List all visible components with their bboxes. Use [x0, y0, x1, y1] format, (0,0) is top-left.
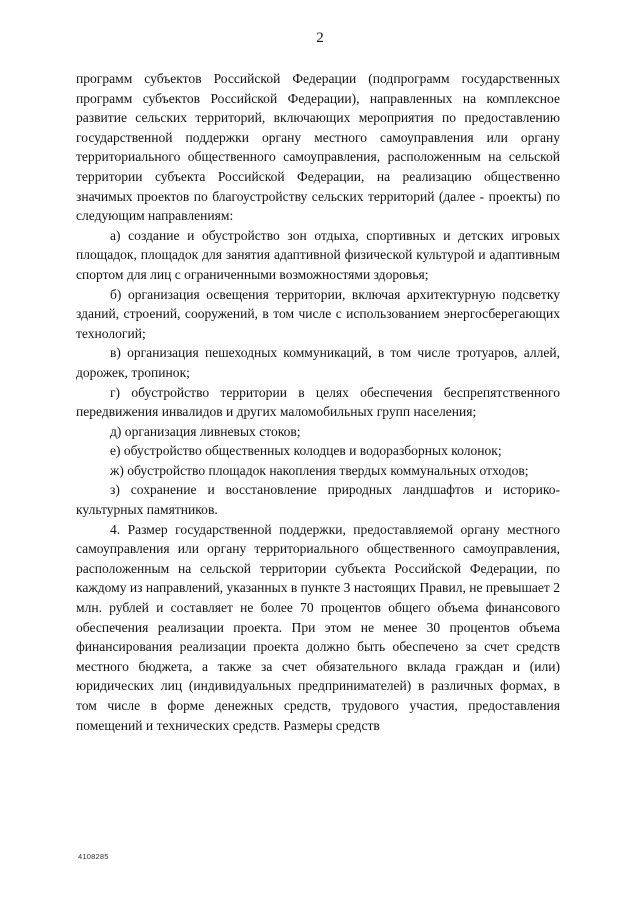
list-item-z: з) сохранение и восстановление природных ландшафтов и историко-культурных памятников.: [76, 482, 560, 518]
document-body: [76, 69, 560, 735]
list-item-g: г) обустройство территории в целях обеспечения беспрепятственного передвижения инвалидов и других маломобильных групп населения;: [76, 384, 560, 420]
list-item-b: б) организация освещения территории, включая архитектурную подсветку зданий, строений, сооружений, в том числе с использованием энергосберегающих технологий;: [76, 286, 560, 341]
list-item-a: а) создание и обустройство зон отдыха, спортивных и детских игровых площадок, площадок для занятия адаптивной физической культурой и адаптивным спортом для лиц с ограниченными возможностями здоровья;: [76, 227, 560, 282]
paragraph-intro: программ субъектов Российской Федерации (подпрограмм государственных программ субъектов Российской Федерации), направленных на комплексное развитие сельских территорий, включающих мероприятия по предоставлению государственной поддержки органу местного самоуправления или органу территориального общественного самоуправления, расположенным на сельской территории субъекта Российской Федерации, на реализацию общественно значимых проектов по благоустройству сельских территорий (далее - проекты) по следующим направлениям:: [76, 71, 560, 224]
document-id: 4108285: [78, 852, 109, 861]
page-number: 2: [316, 30, 324, 46]
list-item-v: в) организация пешеходных коммуникаций, в том числе тротуаров, аллей, дорожек, тропинок;: [76, 345, 560, 380]
list-item-d: д) организация ливневых стоков;: [110, 423, 301, 439]
list-item-zh: ж) обустройство площадок накопления твердых коммунальных отходов;: [110, 462, 529, 478]
list-item-e: е) обустройство общественных колодцев и водоразборных колонок;: [110, 443, 502, 459]
paragraph-4: 4. Размер государственной поддержки, предоставляемой органу местного самоуправления или органу территориального общественного самоуправления, расположенным на сельской территории субъекта Российской Федерации, по каждому из направлений, указанных в пункте 3 настоящих Правил, не превышает 2 млн. рублей и составляет не более 70 процентов общего объема финансового обеспечения реализации проекта. При этом не менее 30 процентов объема финансирования реализации проекта должно быть обеспечено за счет средств местного бюджета, а также за счет обязательного вклада граждан и (или) юридических лиц (индивидуальных предпринимателей) в различных формах, в том числе в форме денежных средств, трудового участия, предоставления помещений и технических средств. Размеры средств: [76, 521, 560, 733]
